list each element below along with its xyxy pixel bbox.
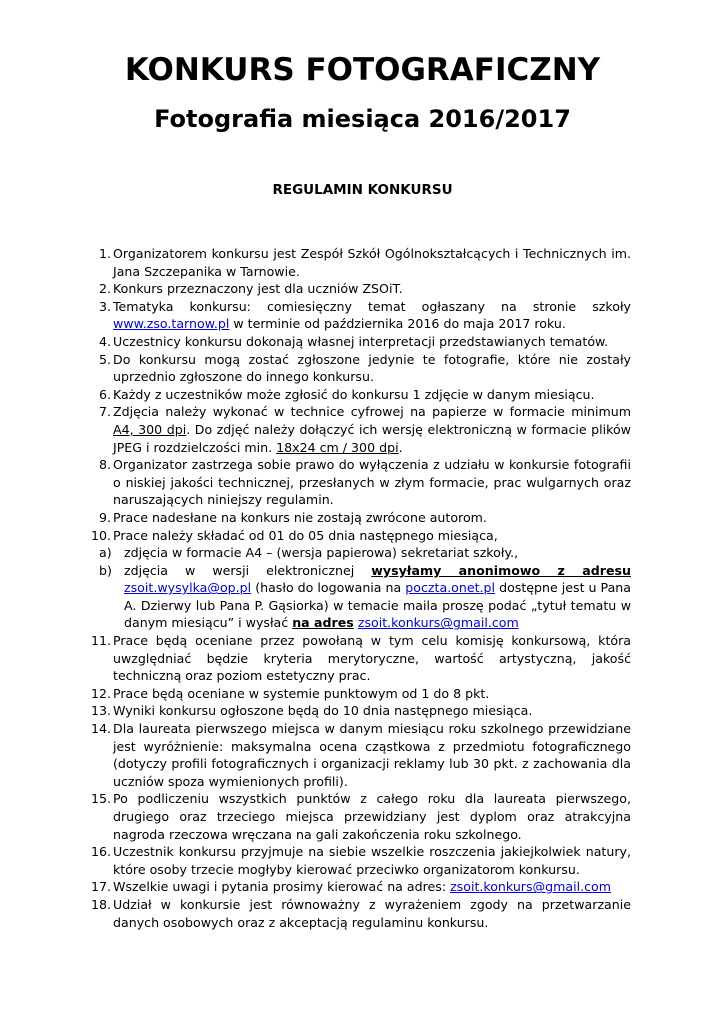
rule-text: Do konkursu mogą zostać zgłoszone jedynie te fotografie, które nie zostały uprzednio zgłoszone do innego konkursu. — [113, 351, 631, 385]
rule-text: Wszelkie uwagi i pytania prosimy kierować na adres: — [113, 879, 451, 895]
rule-item-15 — [89, 790, 631, 843]
rule-text: Prace będą oceniane przez powołaną w tym celu komisję konkursową, która uwzględniać będzie kryteria merytoryczne, wartość artystyczną, jakość techniczną oraz poziom estetyczny prac. — [113, 633, 631, 684]
rule-number: 16. — [90, 844, 111, 860]
rule-item-3 — [89, 298, 631, 333]
rule-number: 10. — [90, 527, 111, 543]
rule-number: 1. — [98, 246, 111, 261]
rule-text: Dla laureata pierwszego miejsca w danym miesiącu roku szkolnego przewidziane jest wyróżnienie: maksymalna ocena cząstkowa z przedmiotu fotograficznego (dotyczy profili fotograficznych i organizacji reklamy lub 30 pkt. z zachowania dla uczniów spoza wymienionych profili). — [113, 721, 631, 789]
rule-item-16 — [89, 843, 631, 878]
rule-item-11 — [89, 632, 631, 685]
rule-item-8 — [89, 456, 631, 509]
rules-heading: REGULAMIN KONKURSU — [272, 182, 453, 198]
rule-number: 11. — [90, 633, 111, 649]
rule-item-6 — [89, 386, 631, 404]
rule-text: Prace należy składać od 01 do 05 dnia następnego miesiąca, — [113, 527, 498, 543]
rule-number: 18. — [90, 896, 111, 912]
rule-number: 3. — [98, 298, 111, 314]
rules-list — [89, 245, 631, 931]
rule-item-7 — [89, 403, 631, 456]
school-website-link[interactable]: www.zso.tarnow.pl — [113, 316, 230, 332]
rule-item-13 — [89, 702, 631, 720]
rule-text: Organizator zastrzega sobie prawo do wyłączenia z udziału w konkursie fotografii o niskiej jakości technicznej, przesłanych w złym formacie, prac wulgarnych oraz naruszających niniejszy regulamin. — [113, 457, 631, 508]
rule-item-12 — [89, 685, 631, 703]
rule-text: Tematyka konkursu: comiesięczny temat ogłaszany na stronie szkoły — [113, 298, 631, 314]
rule-item-9 — [89, 509, 631, 527]
resolution-spec: 18x24 cm / 300 dpi — [276, 439, 399, 455]
rule-item-18 — [89, 896, 631, 931]
sender-email-link[interactable]: zsoit.wysylka@op.pl — [124, 580, 252, 596]
rule-number: 17. — [90, 879, 111, 895]
rule-text: Po podliczeniu wszystkich punktów z całego roku dla laureata pierwszego, drugiego oraz trzeciego miejsca przewidziany jest dyplom oraz atrakcyjna nagroda rzeczowa wręczana na gali zakończenia roku szkolnego. — [113, 791, 631, 842]
rule-text: Konkurs przeznaczony jest dla uczniów ZSOiT. — [113, 281, 403, 297]
rule-text: Udział w konkursie jest równoważny z wyrażeniem zgody na przetwarzanie danych osobowych oraz z akceptacją regulaminu konkursu. — [113, 896, 631, 930]
rule-number: 12. — [90, 685, 111, 701]
rule-number: 7. — [98, 404, 111, 420]
rule-text: Wyniki konkursu ogłoszone będą do 10 dnia następnego miesiąca. — [113, 703, 533, 719]
rule-item-10 — [89, 527, 631, 545]
rule-item-5 — [89, 351, 631, 386]
rule-text: . Do zdjęć należy dołączyć ich wersję elektroniczną w formacie plików JPEG i rozdzielczości min. — [113, 421, 631, 455]
subitem-letter: a) — [99, 545, 112, 561]
rule-text: Każdy z uczestników może zgłosić do konkursu 1 zdjęcie w danym miesiącu. — [113, 386, 595, 402]
rule-item-14 — [89, 720, 631, 790]
subitem-letter: b) — [99, 562, 112, 578]
rule-text: Prace nadesłane na konkurs nie zostają zwrócone autorom. — [113, 509, 487, 525]
rule-text: w terminie od października 2016 do maja 2017 roku. — [229, 316, 566, 332]
rule-number: 9. — [98, 509, 111, 525]
rule-subitem-a — [89, 544, 631, 562]
document-subtitle: Fotografia miesiąca 2016/2017 — [154, 105, 571, 133]
rule-number: 2. — [98, 281, 111, 297]
rule-text: . — [398, 439, 403, 455]
rule-number: 5. — [98, 351, 111, 367]
rule-text: Zdjęcia należy wykonać w technice cyfrowej na papierze w formacie minimum — [113, 404, 631, 420]
anonymous-send-note: wysyłamy anonimowo z adresu — [371, 562, 631, 578]
rule-number: 14. — [90, 721, 111, 737]
rule-text: zdjęcia w formacie A4 – (wersja papierowa) sekretariat szkoły., — [124, 545, 519, 561]
rule-text: Organizatorem konkursu jest Zespół Szkół Ogólnokształcących i Technicznych im. Jana Szczepanika w Tarnowie. — [113, 246, 631, 279]
rule-text: Uczestnicy konkursu dokonają własnej interpretacji przedstawianych tematów. — [113, 333, 609, 349]
rule-item-17 — [89, 878, 631, 896]
rule-item-4 — [89, 333, 631, 351]
rule-text: dostępne jest u Pana A. Dzierwy lub Pana P. Gąsiorka) w temacie maila proszę podać „tytuł tematu w danym miesiącu” i wysłać — [124, 580, 631, 631]
rule-text: Prace będą oceniane w systemie punktowym od 1 do 8 pkt. — [113, 685, 490, 701]
document-title: KONKURS FOTOGRAFICZNY — [124, 52, 601, 88]
rule-number: 4. — [98, 333, 111, 349]
rule-item-2 — [89, 280, 631, 298]
rule-subitem-b — [89, 562, 631, 632]
contact-email-link[interactable]: zsoit.konkurs@gmail.com — [450, 879, 612, 895]
rule-text: (hasło do logowania na — [251, 580, 406, 596]
mail-login-link[interactable]: poczta.onet.pl — [405, 580, 496, 596]
rule-text: zdjęcia w wersji elektronicznej — [124, 562, 372, 578]
contest-email-link[interactable]: zsoit.konkurs@gmail.com — [357, 615, 519, 631]
rule-number: 6. — [98, 386, 111, 402]
rule-number: 8. — [98, 457, 111, 473]
rule-number: 15. — [90, 791, 111, 807]
format-spec: A4, 300 dpi — [113, 421, 187, 437]
rule-item-1 — [89, 245, 631, 280]
rule-text: Uczestnik konkursu przyjmuje na siebie wszelkie roszczenia jakiejkolwiek natury, które osoby trzecie mogłyby kierować przeciwko organizatorom konkursu. — [113, 844, 631, 877]
rule-number: 13. — [90, 703, 111, 719]
send-to-label: na adres — [292, 615, 354, 631]
